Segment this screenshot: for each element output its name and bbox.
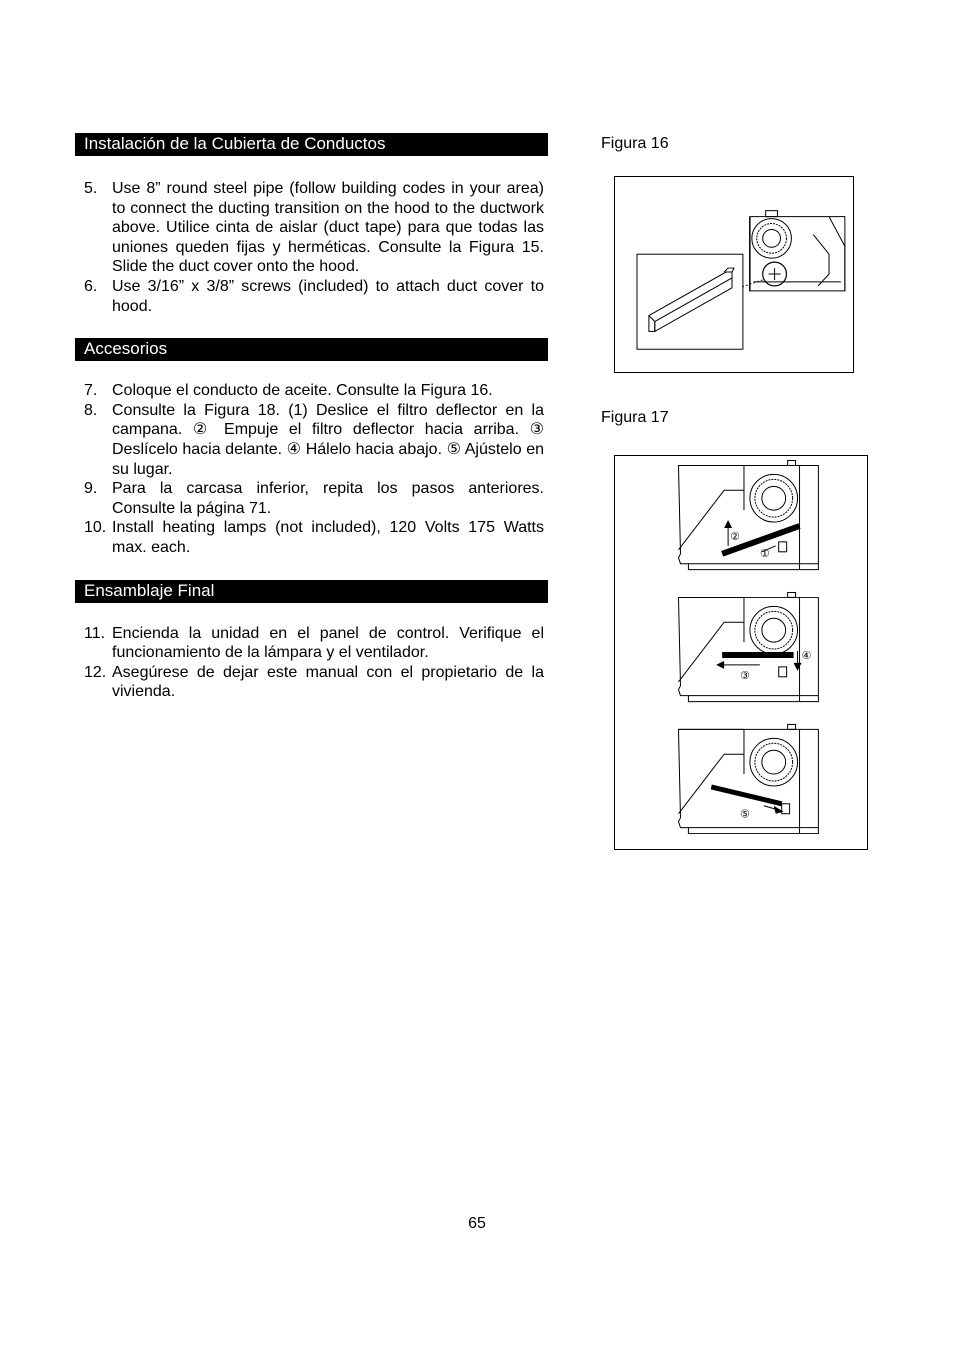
figure-16-illustration [615,177,853,372]
step-12: 12. Asegúrese de dejar este manual con el propietario de la vivienda. [84,663,544,701]
figure-17-step-1 [678,461,818,570]
section-header-accessories: Accesorios [75,338,548,361]
step-9: 9. Para la carcasa inferior, repita los pasos anteriores. Consulte la página 71. [84,480,544,517]
marker-4: ④ [801,648,812,662]
figure-16-frame [614,176,854,373]
step-5: 5. Use 8” round steel pipe (follow building codes in your area) to connect the ducting transition on the hood to the ductwork above. Utilice cinta de aislar (duct tape) para que todas las uniones queden fijas y herméticas. Consulte la Figura 15. Slide the duct cover onto the hood. [84,180,544,276]
step-11: 11. Encienda la unidad en el panel de control. Verifique el funcionamiento de la lámpara y el ventilador. [84,624,544,662]
figure-17-step-2 [678,592,818,701]
page-number: 65 [468,1215,486,1232]
figure-17-caption: Figura 17 [601,409,669,426]
step-8: 8. Consulte la Figura 18. (1) Deslice el filtro deflector en la campana. ② Empuje el filtro deflector hacia arriba. ③ Deslícelo hacia delante. ④ Hálelo hacia abajo. ⑤ Ajústelo en su lugar. [84,401,544,478]
section-header-duct-cover: Instalación de la Cubierta de Conductos [75,133,548,156]
step-6: 6. Use 3/16” x 3/8” screws (included) to attach duct cover to hood. [84,277,544,315]
marker-1: ① [759,546,770,560]
marker-3: ③ [740,668,750,682]
steps-accessories [75,381,548,557]
step-7: 7. Coloque el conducto de aceite. Consulte la Figura 16. [84,382,493,400]
figure-16-caption: Figura 16 [601,135,669,152]
steps-duct-cover [75,179,548,316]
figure-17-frame [614,455,868,850]
marker-5: ⑤ [740,807,750,821]
step-10: 10. Install heating lamps (not included), 120 Volts 175 Watts max. each. [84,519,544,556]
figure-17-illustration [615,456,867,849]
steps-final-assembly [75,624,548,702]
instructions-column [75,133,548,702]
marker-2: ② [730,529,740,543]
figure-17-step-3 [678,724,818,833]
section-header-final-assembly: Ensamblaje Final [75,580,548,603]
